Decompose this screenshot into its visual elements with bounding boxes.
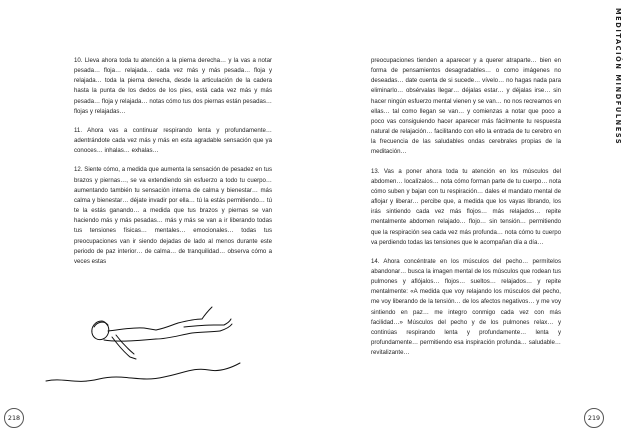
paragraph-13: 13. Vas a poner ahora toda tu atención en los músculos del abdomen… localízalos… nota cómo forman parte de tu cuerpo… nota cómo suben y bajan con tu respiración… dales el mandato mental de aflojar y liberar… percibe que, a medida que los vayas librando, los irás sintiendo cada vez más flojos… más relajados… repite mentalmente abdomen relajado… flojo… sin tensión… permitiendo que la respiración sea cada vez más profunda… nota cómo tu cuerpo va perdiendo todas las tensiones que le acompañan día a día…: [371, 167, 561, 246]
paragraph-14: 14. Ahora concéntrate en los músculos del pecho… permítelos abandonar… busca la imagen mental de los músculos que rodean tus pulmones y aflójalos… flojos… sueltos… relajados… y repite mentalmente: «A medida que voy relajando los músculos del pecho, me voy liberando de la tensión… de los afectos negativos… y me voy sintiendo en paz… me integro conmigo cada vez con más facilidad…» Músculos del pecho y de los pulmones relax… y continúas respirando lenta y profundamente… lenta y profundamente… permitiendo esa inspiración profunda… saludable… revitalizante…: [371, 257, 561, 357]
paragraph-11: 11. Ahora vas a continuar respirando lenta y profundamente… adentrándote cada vez más y más en esta agradable sensación que ya conoces… inhalas… exhalas…: [74, 126, 272, 155]
right-text-column: [371, 56, 561, 367]
running-header: MEDITACIÓN MINDFULNESS: [614, 8, 622, 146]
right-page: [316, 0, 632, 443]
paragraph-continuation: preocupaciones tienden a aparecer y a querer atraparte… bien en forma de pensamientos desagradables… o como imágenes no deseadas… date cuenta de si sucede… vívelo… no hagas nada para eliminarlo… obsérvalas llegar… déjalas estar… y déjalas irse… sin hacer ningún esfuerzo mental vienen y se van… no nos recreamos en ellas… tal como llegan se van… y comienzas a notar que poco a poco vas consiguiendo hacer aparecer más fácilmente tu respuesta natural de relajación… facilitando con ello la entrada de tu cerebro en la frecuencia de las saludables ondas cerebrales propias de la meditación…: [371, 57, 561, 156]
paragraph-10: 10. Lleva ahora toda tu atención a la pierna derecha… y la vas a notar pesada… floja… relajada… cada vez más y más pesada… floja y relajada… toda la pierna derecha, desde la articulación de la cadera hasta la punta de los dedos de los pies, está cada vez más y más pesada… floja y relajada… notas cómo tus dos piernas están pesadas… flojas y relajadas…: [74, 57, 272, 115]
reclining-person-line-drawing-icon: [44, 297, 244, 387]
page-number-right: 219: [584, 408, 604, 428]
paragraph-12: 12. Siente cómo, a medida que aumenta la sensación de pesadez en tus brazos y piernas…, se va extendiendo sin esfuerzo a todo tu cuerpo… aumentando también tu sensación interna de calma y bienestar… más calma y bienestar… déjate invadir por ella… tú la estás permitiendo… tú te la estás ganando… a medida que tus brazos y piernas se van haciendo más y más pesadas… más y más se van a ir liberando todas tus tensiones físicas… mentales… emocionales… todas tus preocupaciones van ir siendo dejadas de lado al menos durante este periodo de paz interior… de calma… de tranquilidad… observa cómo a veces estas: [74, 166, 272, 265]
page-number-left: 218: [4, 408, 24, 428]
left-text-column: [74, 56, 272, 276]
